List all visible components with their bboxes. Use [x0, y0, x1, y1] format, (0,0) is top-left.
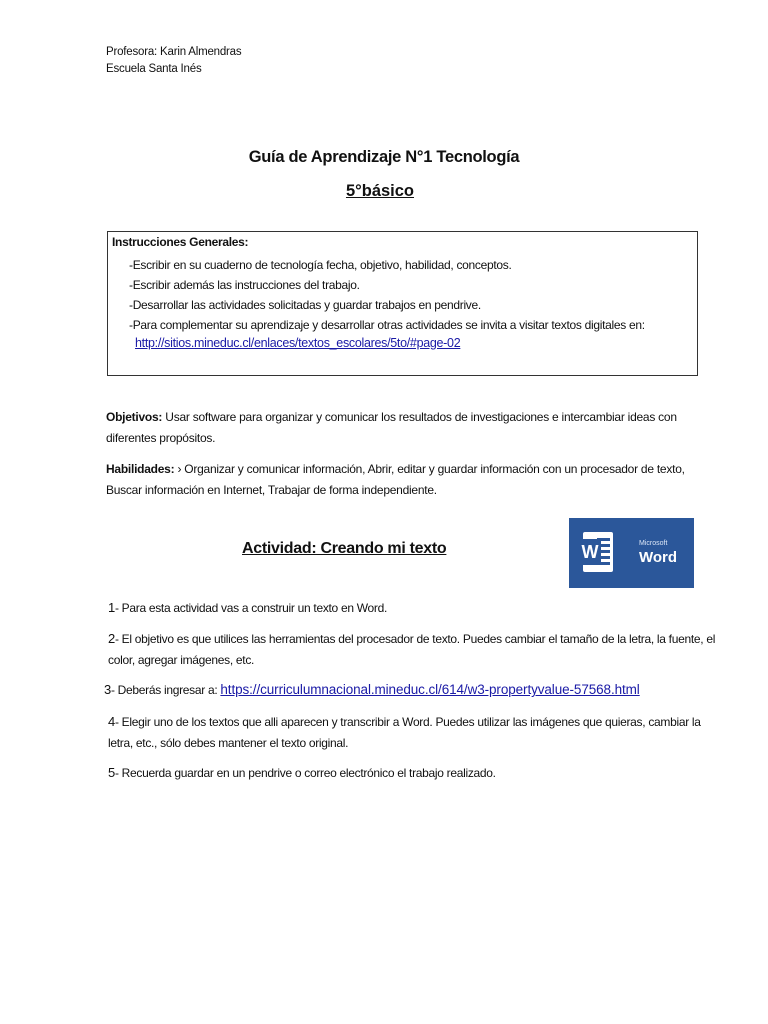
step-text: - Recuerda guardar en un pendrive o correo electrónico el trabajo realizado.: [114, 766, 496, 780]
document-icon: [583, 532, 613, 572]
step-text: - Elegir uno de los textos que alli aparecen y transcribir a Word. Puedes utilizar las imágenes que quieras, cambiar la letra, etc., sólo debes mantener el texto original.: [108, 715, 701, 750]
activity-step-4: [108, 711, 718, 754]
skills-label: Habilidades:: [106, 462, 175, 476]
logo-brand: Microsoft: [639, 540, 668, 547]
instructions-box: [107, 231, 698, 376]
step-number: 2: [108, 631, 115, 646]
step-number: 4: [108, 714, 115, 729]
page-subtitle: 5°básico: [345, 182, 415, 200]
activity-step-5: [108, 762, 718, 784]
step-number: 1: [108, 600, 115, 615]
objectives-paragraph: [106, 407, 706, 449]
step-number: 3: [104, 682, 111, 697]
logo-name: Word: [639, 549, 678, 566]
skills-text: › Organizar y comunicar información, Abrir, editar y guardar información con un procesador de texto, Buscar información en Internet, Trabajar de forma independiente.: [106, 462, 685, 497]
step-text: - Deberás ingresar a:: [110, 683, 221, 697]
activity-step-2: [108, 628, 718, 671]
activity-title: Actividad: Creando mi texto: [242, 540, 447, 557]
objectives-text: Usar software para organizar y comunicar los resultados de investigaciones e intercambiar ideas con diferentes propósitos.: [106, 410, 677, 445]
document-header: [106, 44, 241, 78]
activity-step-3: [104, 679, 714, 701]
step-text: - Para esta actividad vas a construir un texto en Word.: [114, 601, 388, 615]
word-letter: W: [579, 539, 601, 565]
microsoft-word-icon: [569, 518, 694, 588]
teacher-name: Profesora: Karin Almendras: [106, 46, 242, 58]
school-name: Escuela Santa Inés: [106, 63, 202, 75]
list-item: -Para complementar su aprendizaje y desarrollar otras actividades se invita a visitar textos digitales en:: [129, 318, 645, 332]
instructions-list: [129, 255, 645, 335]
step-number: 5: [108, 765, 115, 780]
skills-paragraph: [106, 459, 706, 501]
list-item: -Escribir en su cuaderno de tecnología fecha, objetivo, habilidad, conceptos.: [129, 258, 512, 272]
list-item: -Escribir además las instrucciones del trabajo.: [129, 278, 360, 292]
list-item: -Desarrollar las actividades solicitadas y guardar trabajos en pendrive.: [129, 298, 481, 312]
objectives-label: Objetivos:: [106, 410, 163, 424]
step-text: - El objetivo es que utilices las herramientas del procesador de texto. Puedes cambiar el tamaño de la letra, la fuente, el color, agregar imágenes, etc.: [108, 632, 716, 667]
page-title: Guía de Aprendizaje N°1 Tecnología: [248, 148, 520, 166]
curriculum-link[interactable]: https://curriculumnacional.mineduc.cl/614/w3-propertyvalue-57568.html: [220, 682, 640, 697]
digital-texts-link[interactable]: http://sitios.mineduc.cl/enlaces/textos_escolares/5to/#page-02: [135, 336, 461, 350]
instructions-heading: Instrucciones Generales:: [112, 235, 249, 249]
activity-step-1: [108, 597, 718, 619]
